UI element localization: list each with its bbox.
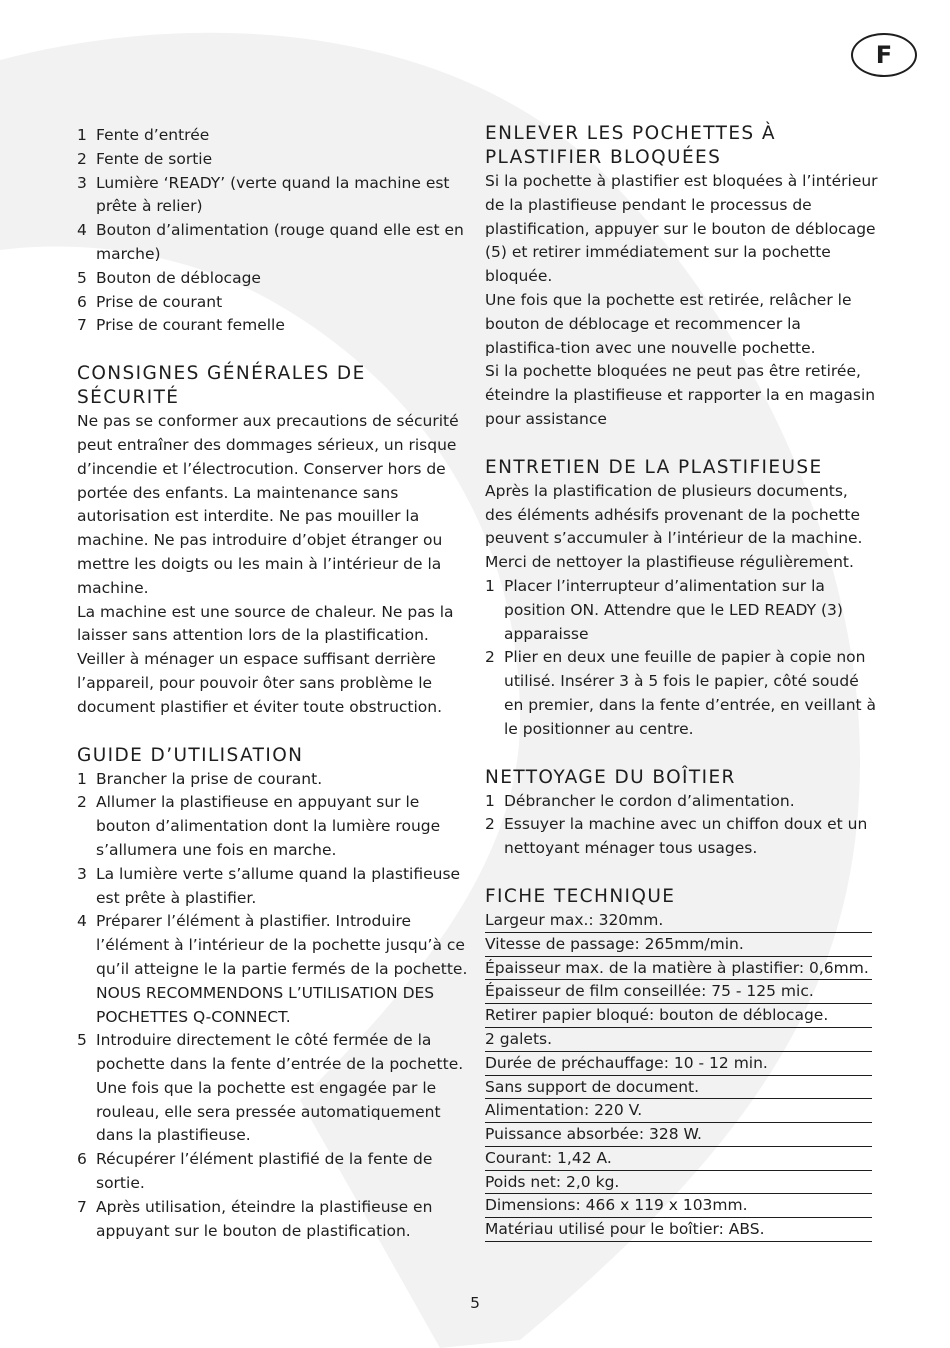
list-item	[77, 314, 472, 338]
jam-paragraph-2: Une fois que la pochette est retirée, relâcher le bouton de déblocage et recommencer la plastifica-tion avec une nouvelle pochette.	[485, 290, 852, 357]
left-column	[77, 124, 472, 1243]
list-item	[77, 791, 472, 862]
parts-list	[77, 124, 472, 338]
item-number: 1	[485, 576, 495, 595]
item-text: Essuyer la machine avec un chiffon doux et un nettoyant ménager tous usages.	[504, 815, 868, 858]
list-item	[77, 910, 472, 1029]
item-text: Plier en deux une feuille de papier à copie non utilisé. Insérer 3 à 5 fois le papier, côté soudé en premier, dans la fente d’entrée, en veillant à le positionner au centre.	[504, 648, 877, 738]
item-text: Prise de courant femelle	[96, 316, 285, 335]
maintenance-steps	[485, 575, 880, 742]
spec-row: 2 galets.	[485, 1028, 872, 1052]
list-item	[77, 768, 472, 792]
jam-heading: ENLEVER LES POCHETTES À PLASTIFIER BLOQUÉES	[485, 123, 776, 168]
item-number: 6	[77, 292, 87, 311]
item-number: 7	[77, 316, 87, 335]
list-item	[77, 172, 472, 220]
item-number: 1	[77, 769, 87, 788]
item-number: 2	[77, 793, 87, 812]
item-text: Fente de sortie	[96, 149, 213, 168]
spec-row: Épaisseur max. de la matière à plastifier: 0,6mm.	[485, 957, 872, 981]
item-text: Préparer l’élément à plastifier. Introduire l’élément à l’intérieur de la pochette jusqu’à ce qu’il atteigne le la partie fermés de la pochette. NOUS RECOMMENDONS L’UTILISATION DES POCHETTES Q-CONNECT.	[96, 912, 468, 1026]
spec-row: Durée de préchauffage: 10 - 12 min.	[485, 1052, 872, 1076]
item-number: 2	[77, 149, 87, 168]
right-column	[485, 122, 880, 1242]
item-text: La lumière verte s’allume quand la plastifieuse est prête à plastifier.	[96, 864, 461, 907]
usage-steps	[77, 768, 472, 1244]
maintenance-intro: Après la plastification de plusieurs documents, des éléments adhésifs provenant de la pochette peuvent s’accumuler à l’intérieur de la machine. Merci de nettoyer la plastifieuse régulièrement.	[485, 481, 863, 572]
item-number: 5	[77, 268, 87, 287]
list-item	[485, 575, 880, 646]
safety-heading: CONSIGNES GÉNÉRALES DE SÉCURITÉ	[77, 363, 366, 409]
list-item	[77, 148, 472, 172]
item-text: Placer l’interrupteur d’alimentation sur la position ON. Attendre que le LED READY (3) apparaisse	[504, 576, 843, 643]
item-number: 3	[77, 173, 87, 192]
spec-row: Matériau utilisé pour le boîtier: ABS.	[485, 1218, 872, 1242]
spec-row: Puissance absorbée: 328 W.	[485, 1123, 872, 1147]
item-number: 4	[77, 221, 87, 240]
item-number: 5	[77, 1031, 87, 1050]
safety-paragraph: Ne pas se conformer aux precautions de sécurité peut entraîner des dommages sérieux, un risque d’incendie et l’électrocution. Conserver hors de portée des enfants. La maintenance sans autorisation est interdite. Ne pas mouiller la machine. Ne pas introduire d’objet étranger ou mettre les doigts ou les main à l’intérieur de la machine.	[77, 412, 459, 597]
page-number: 5	[470, 1294, 480, 1312]
list-item	[77, 1148, 472, 1196]
spec-row: Épaisseur de film conseillée: 75 - 125 mic.	[485, 980, 872, 1004]
spec-row: Retirer papier bloqué: bouton de déblocage.	[485, 1004, 872, 1028]
item-text: Prise de courant	[96, 292, 223, 311]
item-number: 6	[77, 1150, 87, 1169]
item-number: 3	[77, 864, 87, 883]
spec-row: Courant: 1,42 A.	[485, 1147, 872, 1171]
jam-paragraph-1: Si la pochette à plastifier est bloquées à l’intérieur de la plastifieuse pendant le processus de plastification, appuyer sur le bouton de déblocage (5) et retirer immédiatement sur la pochette bloquée.	[485, 172, 878, 286]
item-number: 1	[485, 791, 495, 810]
language-badge: F	[851, 33, 917, 77]
item-text: Bouton de déblocage	[96, 268, 261, 287]
item-text: Lumière ‘READY’ (verte quand la machine est prête à relier)	[96, 173, 450, 216]
cleaning-steps	[485, 790, 880, 861]
list-item	[485, 790, 880, 814]
list-item	[485, 646, 880, 741]
item-number: 1	[77, 126, 87, 144]
item-text: Bouton d’alimentation (rouge quand elle est en marche)	[96, 221, 464, 263]
list-item	[77, 1029, 472, 1148]
spec-row: Alimentation: 220 V.	[485, 1099, 872, 1123]
list-item	[485, 813, 880, 861]
specs-heading: FICHE TECHNIQUE	[485, 885, 676, 907]
spec-row: Largeur max.: 320mm.	[485, 909, 872, 933]
item-number: 4	[77, 912, 87, 931]
list-item	[77, 1196, 472, 1244]
cleaning-heading: NETTOYAGE DU BOÎTIER	[485, 766, 736, 788]
spec-row: Poids net: 2,0 kg.	[485, 1171, 872, 1195]
item-text: Récupérer l’élément plastifié de la fente de sortie.	[96, 1150, 433, 1193]
item-text: Allumer la plastifieuse en appuyant sur le bouton d’alimentation dont la lumière rouge s’allumera une fois en marche.	[96, 793, 441, 859]
item-text: Introduire directement le côté fermée de la pochette dans la fente d’entrée de la pochette. Une fois que la pochette est engagée par le rouleau, elle sera pressée automatiquement dans la plastifieuse.	[96, 1031, 464, 1145]
item-text: Brancher la prise de courant.	[96, 769, 323, 788]
list-item	[77, 267, 472, 291]
safety-paragraph-heat: La machine est une source de chaleur. Ne pas la laisser sans attention lors de la plastification. Veiller à ménager un espace suffisant derrière l’appareil, pour pouvoir ôter sans problème le document plastifier et éviter toute obstruction.	[77, 602, 454, 716]
specs-table	[485, 909, 880, 1242]
spec-row: Dimensions: 466 x 119 x 103mm.	[485, 1194, 872, 1218]
item-text: Après utilisation, éteindre la plastifieuse en appuyant sur le bouton de plastification.	[96, 1197, 433, 1240]
list-item	[77, 124, 472, 148]
jam-paragraph-3: Si la pochette bloquées ne peut pas être retirée, éteindre la plastifieuse et rapporter la en magasin pour assistance	[485, 362, 876, 428]
item-number: 2	[485, 815, 495, 834]
spec-row: Vitesse de passage: 265mm/min.	[485, 933, 872, 957]
list-item	[77, 219, 472, 267]
item-number: 2	[485, 648, 495, 667]
usage-heading: GUIDE D’UTILISATION	[77, 744, 304, 766]
item-text: Débrancher le cordon d’alimentation.	[504, 791, 795, 810]
maintenance-heading: ENTRETIEN DE LA PLASTIFIEUSE	[485, 456, 823, 478]
item-number: 7	[77, 1197, 87, 1216]
list-item	[77, 291, 472, 315]
item-text: Fente d’entrée	[96, 126, 210, 144]
spec-row: Sans support de document.	[485, 1076, 872, 1100]
list-item	[77, 863, 472, 911]
